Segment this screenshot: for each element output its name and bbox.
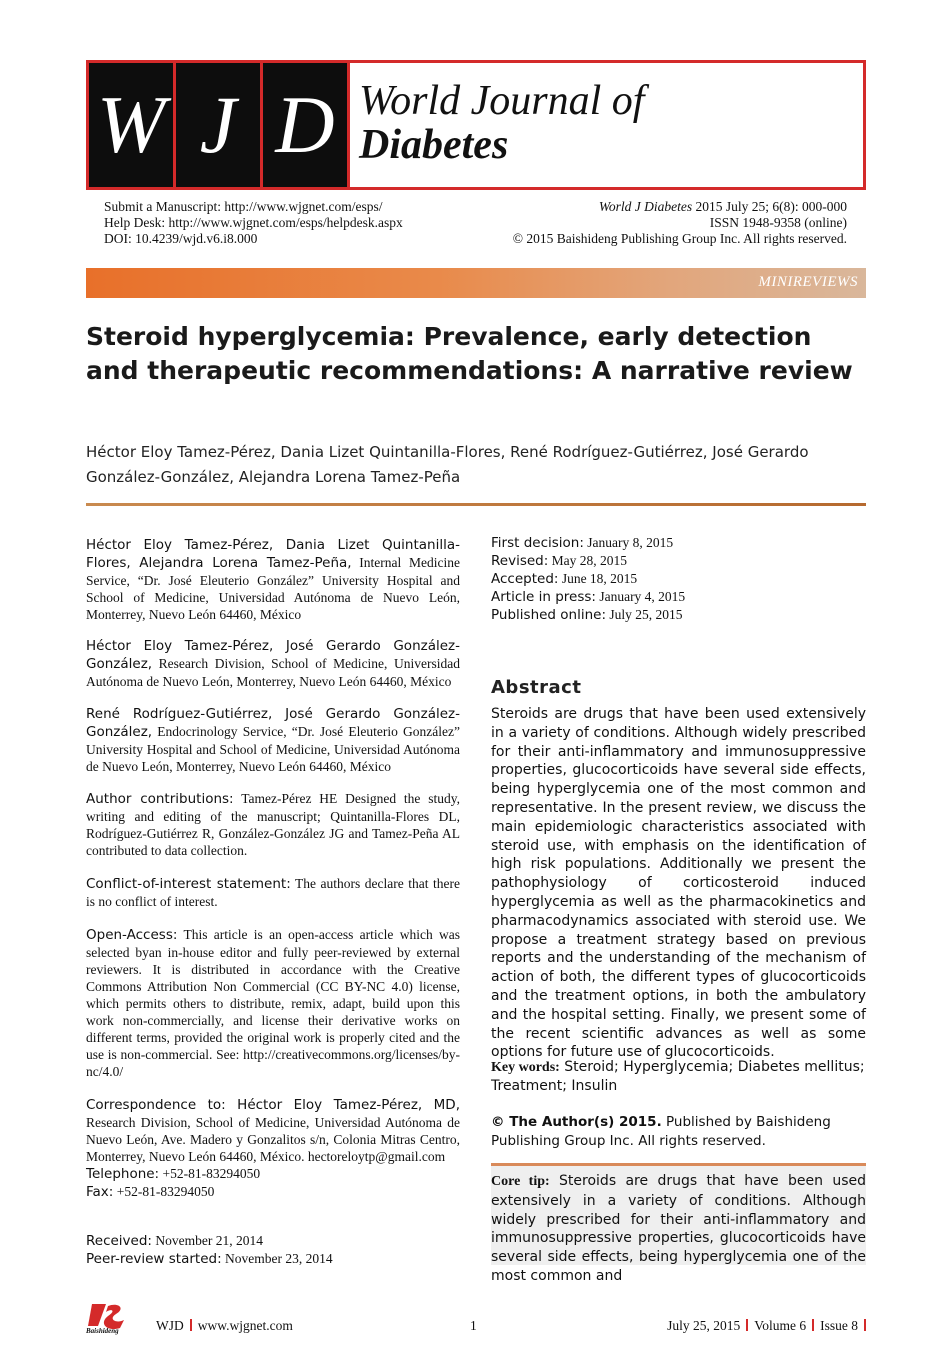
history-value: June 18, 2015 [558,571,638,586]
affiliation-names: René Rodríguez-Gutiérrez, José Gerardo González-González, [86,706,460,740]
affiliation-1 [86,536,460,623]
author-contributions [86,790,460,859]
page-footer [86,1302,866,1342]
core-tip-label: Core tip: [491,1174,550,1189]
telephone-value: +52-81-83294050 [159,1166,261,1181]
affiliation-text: Research Division, School of Medicine, Universidad Autónoma de Nuevo León, Monterrey, Nuevo León 64460, México [86,656,460,689]
footer-separator [812,1319,814,1331]
masthead-letter-j: J [176,63,260,187]
doi: DOI: 10.4239/wjd.v6.i8.000 [104,231,258,246]
copyright-label: © The Author(s) 2015. [491,1114,662,1130]
open-access-label: Open-Access: [86,927,178,943]
history-value: January 4, 2015 [595,589,686,604]
publisher-logo [86,1302,146,1338]
masthead-separator [347,63,350,187]
article-title: Steroid hyperglycemia: Prevalence, early detection and therapeutic recommendations: A narrative review [86,322,853,385]
abstract-text: Steroids are drugs that have been used extensively in a variety of conditions. Although widely prescribed for their anti-inflammatory and immunosuppressive properties, glucocorticoids have several side effects, being hyperglycemia one of the most common and representative. In the present review, we discuss the main epidemiologic characteristics associated with steroid use, with emphasis on the identification of high risk populations. Additionally we present the pathophysiology of corticosteroid induced hyperglycemia as well as the pharmacokinetics and pharmacodynamics associated with steroid use. We propose a treatment strategy based on previous reports and the understanding of the mechanism of action of both, the different types of glucocorticoids and the treatment options, in both the ambulatory and the hospital setting. Finally, we present some of the recent scientific advances as well as some options for future use of glucocorticoids. [491,706,866,1061]
author-copyright [491,1113,866,1151]
footer-left [156,1318,293,1334]
journal-name-line1: World Journal of [359,78,645,124]
contributions-text: Tamez-Pérez HE Designed the study, writing and editing of the manuscript; Quintanilla-Flores DL, Rodríguez-Gutiérrez R, González-González JG and Tamez-Peña AL contributed to data collection. [86,791,460,858]
section-label: MINIREVIEWS [758,274,858,290]
conflict-text: The authors declare that there is no conflict of interest. [86,876,460,909]
contributions-label: Author contributions: [86,791,234,807]
copyright-value: Published by Baishideng Publishing Group Inc. All rights reserved. [491,1114,831,1149]
fax-label: Fax: [86,1184,114,1200]
journal-name-line2: Diabetes [359,122,509,168]
peer-review-value: November 23, 2014 [221,1251,333,1266]
correspondence-text: Research Division, School of Medicine, Universidad Autónoma de Nuevo León, Ave. Madero y Gonzalitos s/n, Colonia Mitras Centro, Monterrey, Nuevo León 64460, México. hectoreloytp@gmail.com [86,1115,460,1164]
footer-date: July 25, 2015 [667,1318,741,1333]
footer-right [667,1318,866,1334]
footer-separator [190,1319,192,1331]
affiliation-text: Internal Medicine Service, “Dr. José Eleuterio González” University Hospital and School of Medicine, Universidad Autónoma de Nuevo León, Monterrey, Nuevo León 64460, México [86,555,460,622]
history-label: Article in press: [491,589,596,605]
keywords [491,1058,866,1096]
keywords-value: Steroid; Hyperglycemia; Diabetes mellitus; Treatment; Insulin [491,1059,865,1094]
affiliation-text: Endocrinology Service, “Dr. José Eleuterio González” University Hospital and School of Medicine, Universidad Autónoma de Nuevo León, Monterrey, Nuevo León 64460, México [86,724,460,774]
submission-info [104,199,403,247]
header-divider [86,503,866,506]
received-value: November 21, 2014 [151,1233,263,1248]
section-bar [86,268,866,298]
peer-review-label: Peer-review started: [86,1251,222,1267]
conflict-label: Conflict-of-interest statement: [86,876,291,892]
affiliation-names: Héctor Eloy Tamez-Pérez, Dania Lizet Quintanilla-Flores, Alejandra Lorena Tamez-Peña, [86,537,460,571]
affiliation-3 [86,705,460,775]
masthead-letter-w: W [89,63,173,187]
fax-value: +52-81-83294050 [113,1184,215,1199]
conflict-statement [86,875,460,910]
publisher-copyright: © 2015 Baishideng Publishing Group Inc. All rights reserved. [512,231,847,246]
citation-journal: World J Diabetes [598,199,693,214]
received-dates [86,1232,460,1268]
history-label: Revised: [491,553,549,569]
core-tip-text: Steroids are drugs that have been used extensively in a variety of conditions. Although widely prescribed for their anti-inflammatory and immunosuppressive properties, glucocorticoids have several side effects, being hyperglycemia one of the most common and [491,1173,866,1284]
footer-journal: WJD [156,1318,184,1333]
history-value: January 8, 2015 [583,535,674,550]
history-label: First decision: [491,535,584,551]
journal-masthead [86,60,866,190]
footer-separator [746,1319,748,1331]
open-access-text: This article is an open-access article which was selected byan in-house editor and fully peer-reviewed by external reviewers. It is distributed in accordance with the Creative Commons Attribution Non Commercial (CC BY-NC 4.0) license, which permits others to distribute, remix, adapt, build upon this work non-commercially, and license their derivative works on different terms, provided the original work is properly cited and the use is non-commercial. See: http://creativecommons.org/licenses/by-nc/4.0/ [86,927,460,1079]
citation-rest: 2015 July 25; 6(8): 000-000 [692,199,847,214]
page-number: 1 [470,1318,477,1333]
footer-volume: Volume 6 [754,1318,807,1333]
masthead-letter-d: D [263,63,347,187]
keywords-label: Key words: [491,1060,560,1075]
history-label: Accepted: [491,571,559,587]
history-value: July 25, 2015 [606,607,683,622]
publisher-logo-text: Baishideng [86,1327,119,1335]
affiliation-names: Héctor Eloy Tamez-Pérez, José Gerardo González-González, [86,638,460,672]
telephone-label: Telephone: [86,1166,160,1182]
journal-name [359,79,644,167]
open-access [86,926,460,1080]
citation [513,199,847,215]
footer-separator [864,1319,866,1331]
author-list: Héctor Eloy Tamez-Pérez, Dania Lizet Quintanilla-Flores, René Rodríguez-Gutiérrez, José Gerardo González-González, Alejandra Lorena Tamez-Peña [86,443,809,486]
submit-link[interactable]: Submit a Manuscript: http://www.wjgnet.com/esps/ [104,199,383,214]
footer-site-link[interactable]: www.wjgnet.com [197,1318,293,1333]
article-history [491,534,866,624]
core-tip-box [491,1163,866,1284]
correspondence [86,1096,460,1201]
affiliation-2 [86,637,460,690]
helpdesk-link[interactable]: Help Desk: http://www.wjgnet.com/esps/helpdesk.aspx [104,215,403,230]
received-label: Received: [86,1233,152,1249]
correspondence-label: Correspondence to: Héctor Eloy Tamez-Pérez, MD, [86,1097,460,1113]
history-value: May 28, 2015 [548,553,628,568]
citation-info [513,199,847,247]
abstract-heading: Abstract [491,677,582,698]
footer-issue: Issue 8 [820,1318,858,1333]
issn: ISSN 1948-9358 (online) [709,215,847,230]
history-label: Published online: [491,607,607,623]
